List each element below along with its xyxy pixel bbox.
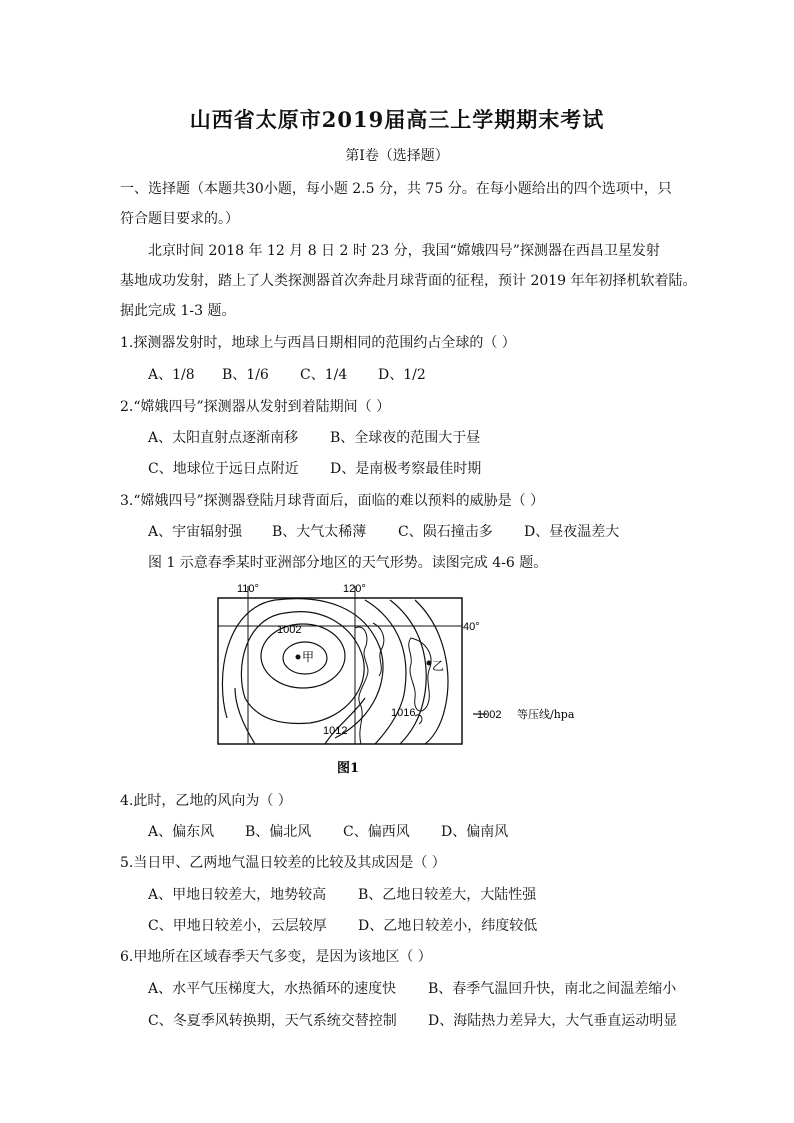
- place-yi-label: 乙: [432, 659, 445, 673]
- q5-stem: 5.当日甲、乙两地气温日较差的比较及其成因是（ ）: [120, 855, 446, 871]
- legend-isobar-value: 1002: [477, 709, 502, 721]
- q6-option-b: B、春季气温回升快，南北之间温差缩小: [428, 981, 677, 997]
- q3-option-a: A、宇宙辐射强: [148, 524, 243, 540]
- q5-option-c: C、甲地日较差小，云层较厚: [148, 918, 327, 934]
- q5-option-b: B、乙地日较差大，大陆性强: [358, 887, 537, 903]
- q5-option-a: A、甲地日较差大，地势较高: [148, 887, 327, 903]
- section-intro-line-2: 符合题目要求的。）: [120, 211, 239, 227]
- weather-map-figure: [215, 578, 585, 778]
- q4-option-b: B、偏北风: [245, 824, 312, 840]
- legend-isobar-text: 等压线/hpa: [517, 708, 575, 721]
- weather-map-svg: [215, 578, 585, 778]
- q3-stem: 3.“嫦娥四号”探测器登陆月球背面后，面临的难以预料的威胁是（ ）: [120, 493, 545, 509]
- figure-caption: 图1: [337, 761, 360, 776]
- passage1-line-3: 据此完成 1-3 题。: [120, 303, 236, 319]
- passage1-line-2: 基地成功发射，踏上了人类探测器首次奔赴月球背面的征程，预计 2019 年年初择机软着陆。: [120, 273, 697, 289]
- isobar-ring-3: [241, 612, 364, 724]
- isobars: [222, 599, 448, 744]
- lat-label-40: 40°: [463, 621, 480, 633]
- q1-stem: 1.探测器发射时，地球上与西昌日期相同的范围约占全球的（ ）: [120, 335, 516, 351]
- q2-stem: 2.“嫦娥四号”探测器从发射到着陆期间（ ）: [120, 399, 391, 415]
- q6-option-d: D、海陆热力差异大，大气垂直运动明显: [428, 1013, 678, 1029]
- q4-stem: 4.此时，乙地的风向为（ ）: [120, 793, 292, 809]
- isobar-label-1016: 1016: [391, 707, 416, 719]
- isobar-ring-6: [365, 600, 406, 744]
- q1-option-b: B、1/6: [222, 367, 269, 383]
- q5-option-d: D、乙地日较差小，纬度较低: [358, 918, 538, 934]
- section-intro-line-1: 一、选择题（本题共30小题，每小题 2.5 分，共 75 分。在每小题给出的四个选项中，只: [120, 181, 672, 197]
- q1-option-a: A、1/8: [148, 367, 195, 383]
- q3-option-c: C、陨石撞击多: [398, 524, 493, 540]
- q2-option-b: B、全球夜的范围大于昼: [330, 430, 481, 446]
- isobar-label-1012: 1012: [323, 725, 348, 737]
- q2-option-a: A、太阳直射点逐渐南移: [148, 430, 299, 446]
- place-jia-label: 甲: [302, 650, 315, 664]
- lon-label-110: 110°: [237, 583, 259, 595]
- q3-option-d: D、昼夜温差大: [524, 524, 620, 540]
- coastlines: [355, 623, 431, 744]
- q6-option-c: C、冬夏季风转换期，天气系统交替控制: [148, 1013, 397, 1029]
- lon-label-120: 120°: [343, 583, 366, 595]
- q2-option-d: D、是南极考察最佳时期: [330, 461, 482, 477]
- q6-stem: 6.甲地所在区域春季天气多变，是因为该地区（ ）: [120, 949, 432, 965]
- passage1-line-1: 北京时间 2018 年 12 月 8 日 2 时 23 分，我国“嫦娥四号”探测器在西昌卫星发射: [148, 243, 660, 259]
- passage2: 图 1 示意春季某时亚洲部分地区的天气形势。读图完成 4-6 题。: [148, 555, 548, 571]
- q4-option-c: C、偏西风: [343, 824, 410, 840]
- isobar-label-1002: 1002: [277, 624, 302, 636]
- q4-option-a: A、偏东风: [148, 824, 215, 840]
- exam-title: 山西省太原市2019届高三上学期期末考试: [189, 107, 605, 132]
- exam-subtitle: 第Ⅰ卷（选择题）: [345, 148, 449, 164]
- place-yi-dot: [427, 661, 432, 666]
- place-jia-dot: [296, 655, 301, 660]
- isobar-ring-4: [222, 599, 383, 738]
- korea-outline: [373, 623, 384, 676]
- q2-option-c: C、地球位于远日点附近: [148, 461, 299, 477]
- q1-option-c: C、1/4: [300, 367, 348, 383]
- q1-option-d: D、1/2: [378, 367, 426, 383]
- q4-option-d: D、偏南风: [441, 824, 509, 840]
- q3-option-b: B、大气太稀薄: [272, 524, 367, 540]
- japan-outline: [409, 638, 431, 711]
- q6-option-a: A、水平气压梯度大，水热循环的速度快: [148, 981, 397, 997]
